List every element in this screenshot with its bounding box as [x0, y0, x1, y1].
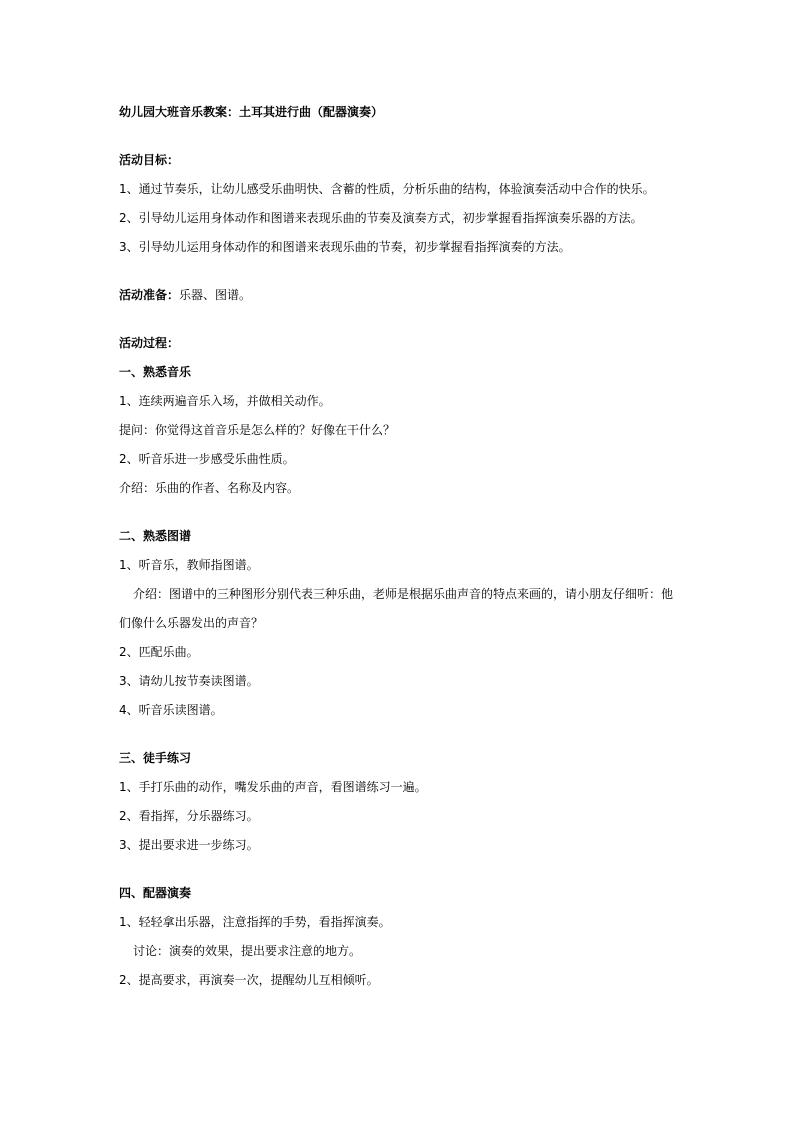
prep-heading: 活动准备： [119, 288, 180, 302]
section-2-line-2a: 介绍：图谱中的三种图形分别代表三种乐曲，老师是根据乐曲声音的特点来画的，请小朋友仔细听：他 [133, 587, 674, 601]
section-2-line-1: 1、听音乐，教师指图谱。 [119, 558, 259, 572]
document-title: 幼儿园大班音乐教案：土耳其进行曲（配器演奏） [119, 105, 384, 119]
section-1-line-2: 提问：你觉得这首音乐是怎么样的？好像在干什么？ [119, 423, 396, 437]
section-1-line-1: 1、连续两遍音乐入场，并做相关动作。 [119, 394, 331, 408]
section-4-line-2: 讨论：演奏的效果，提出要求注意的地方。 [133, 944, 362, 958]
section-1-line-4: 介绍：乐曲的作者、名称及内容。 [119, 481, 300, 495]
section-2-heading: 二、熟悉图谱 [119, 529, 192, 543]
section-2-line-5: 4、听音乐读图谱。 [119, 703, 223, 717]
goal-item-1: 1、通过节奏乐，让幼儿感受乐曲明快、含蓄的性质，分析乐曲的结构，体验演奏活动中合作的快乐。 [119, 182, 655, 196]
section-1-line-3: 2、听音乐进一步感受乐曲性质。 [119, 452, 295, 466]
goal-item-2: 2、引导幼儿运用身体动作和图谱来表现乐曲的节奏及演奏方式，初步掌握看指挥演奏乐器的方法。 [119, 211, 643, 225]
section-4-heading: 四、配器演奏 [119, 886, 192, 900]
section-3-line-3: 3、提出要求进一步练习。 [119, 838, 259, 852]
section-4-line-1: 1、轻轻拿出乐器，注意指挥的手势，看指挥演奏。 [119, 915, 391, 929]
section-2-line-3: 2、匹配乐曲。 [119, 645, 199, 659]
process-heading: 活动过程： [119, 336, 180, 350]
section-1-heading: 一、熟悉音乐 [119, 365, 192, 379]
goals-heading: 活动目标： [119, 153, 180, 167]
section-3-heading: 三、徒手练习 [119, 751, 192, 765]
section-3-line-2: 2、看指挥，分乐器练习。 [119, 809, 259, 823]
section-4-line-3: 2、提高要求，再演奏一次，提醒幼儿互相倾听。 [119, 973, 379, 987]
prep-line [119, 287, 251, 303]
section-3-line-1: 1、手打乐曲的动作，嘴发乐曲的声音，看图谱练习一遍。 [119, 780, 427, 794]
goal-item-3: 3、引导幼儿运用身体动作的和图谱来表现乐曲的节奏，初步掌握看指挥演奏的方法。 [119, 240, 571, 254]
section-2-line-2b: 们像什么乐器发出的声音？ [119, 616, 264, 630]
section-2-line-4: 3、请幼儿按节奏读图谱。 [119, 674, 259, 688]
prep-text: 乐器、图谱。 [179, 288, 252, 302]
